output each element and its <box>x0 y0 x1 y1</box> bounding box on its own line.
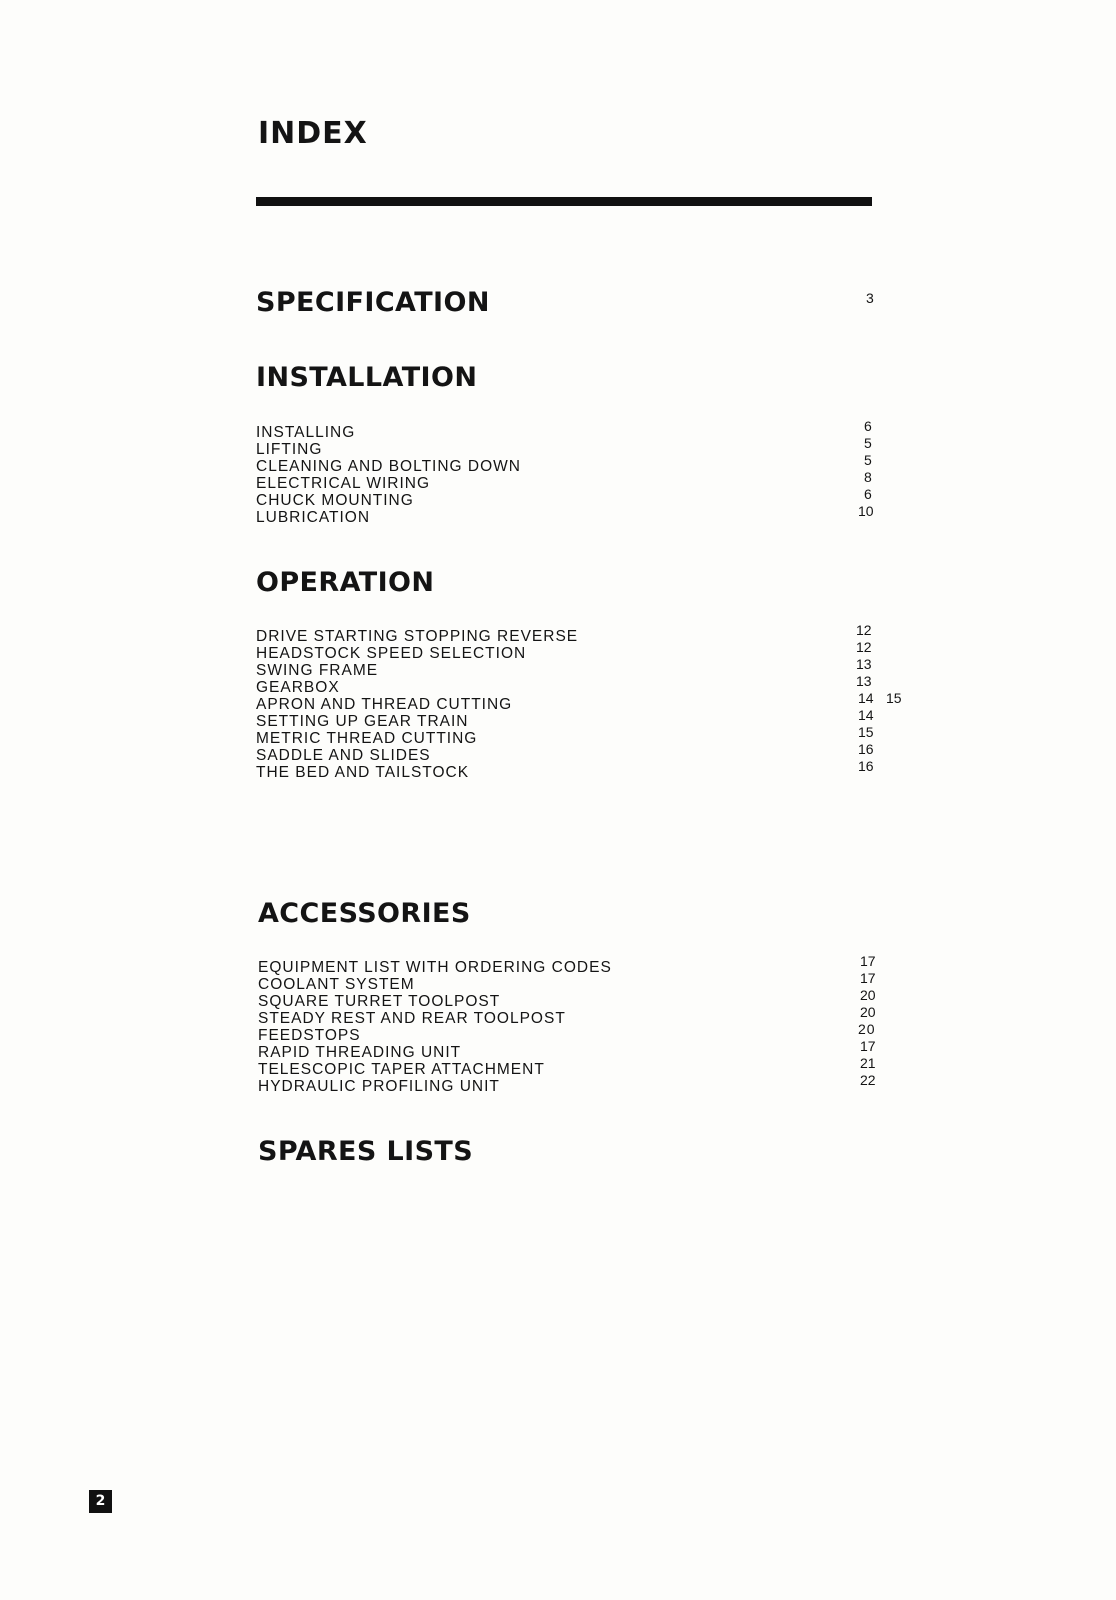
entry-page-number: 8 <box>864 469 872 485</box>
entry-label: METRIC THREAD CUTTING <box>256 730 478 747</box>
entry-label: EQUIPMENT LIST WITH ORDERING CODES <box>258 959 612 976</box>
entry-page-number: 13 <box>856 673 872 689</box>
entry-label: CHUCK MOUNTING <box>256 492 414 509</box>
entry-label: HYDRAULIC PROFILING UNIT <box>258 1078 500 1095</box>
entry-page-number: 12 <box>856 622 872 638</box>
entry-page-number: 21 <box>860 1055 876 1071</box>
entry-label: TELESCOPIC TAPER ATTACHMENT <box>258 1061 545 1078</box>
entry-page-number: 5 <box>864 452 872 468</box>
entry-label: HEADSTOCK SPEED SELECTION <box>256 645 527 662</box>
entry-page-number: 17 <box>860 970 876 986</box>
entry-second-page-number: 15 <box>886 690 902 706</box>
entry-page-number: 17 <box>860 1038 876 1054</box>
entry-page-number: 16 <box>858 741 874 757</box>
specification-page-number: 3 <box>866 290 874 306</box>
section-heading-accessories: ACCESSORIES <box>258 898 471 929</box>
entry-page-number: 15 <box>858 724 874 740</box>
entry-label: SWING FRAME <box>256 662 379 679</box>
section-heading-spares-lists: SPARES LISTS <box>258 1136 474 1167</box>
entry-page-number: 6 <box>864 418 872 434</box>
entry-page-number: 22 <box>860 1072 876 1088</box>
entry-label: SETTING UP GEAR TRAIN <box>256 713 469 730</box>
entry-page-number: 5 <box>864 435 872 451</box>
section-heading-specification: SPECIFICATION <box>256 287 490 318</box>
entry-page-number: 10 <box>858 503 874 519</box>
entry-page-number: 12 <box>856 639 872 655</box>
entry-label: SADDLE AND SLIDES <box>256 747 431 764</box>
entry-label: THE BED AND TAILSTOCK <box>256 764 470 781</box>
entry-page-number: 14 <box>858 707 874 723</box>
entry-label: COOLANT SYSTEM <box>258 976 415 993</box>
entry-label: INSTALLING <box>256 424 356 441</box>
section-heading-operation: OPERATION <box>256 567 435 598</box>
entry-page-number: 14 <box>858 690 874 706</box>
entry-page-number: 13 <box>856 656 872 672</box>
entry-page-number: 20 <box>858 1021 876 1037</box>
section-heading-installation: INSTALLATION <box>256 362 478 393</box>
entry-label: SQUARE TURRET TOOLPOST <box>258 993 501 1010</box>
entry-label: LIFTING <box>256 441 323 458</box>
entry-label: RAPID THREADING UNIT <box>258 1044 462 1061</box>
entry-page-number: 16 <box>858 758 874 774</box>
entry-page-number: 20 <box>860 1004 876 1020</box>
entry-label: APRON AND THREAD CUTTING <box>256 696 513 713</box>
page-title: INDEX <box>258 116 368 151</box>
entry-label: STEADY REST AND REAR TOOLPOST <box>258 1010 566 1027</box>
entry-page-number: 20 <box>860 987 876 1003</box>
entry-label: DRIVE STARTING STOPPING REVERSE <box>256 628 579 645</box>
entry-label: ELECTRICAL WIRING <box>256 475 431 492</box>
entry-label: FEEDSTOPS <box>258 1027 361 1044</box>
entry-page-number: 6 <box>864 486 872 502</box>
page-number-badge: 2 <box>89 1490 112 1513</box>
entry-label: CLEANING AND BOLTING DOWN <box>256 458 521 475</box>
title-rule <box>256 197 872 206</box>
entry-label: GEARBOX <box>256 679 340 696</box>
entry-label: LUBRICATION <box>256 509 371 526</box>
entry-page-number: 17 <box>860 953 876 969</box>
